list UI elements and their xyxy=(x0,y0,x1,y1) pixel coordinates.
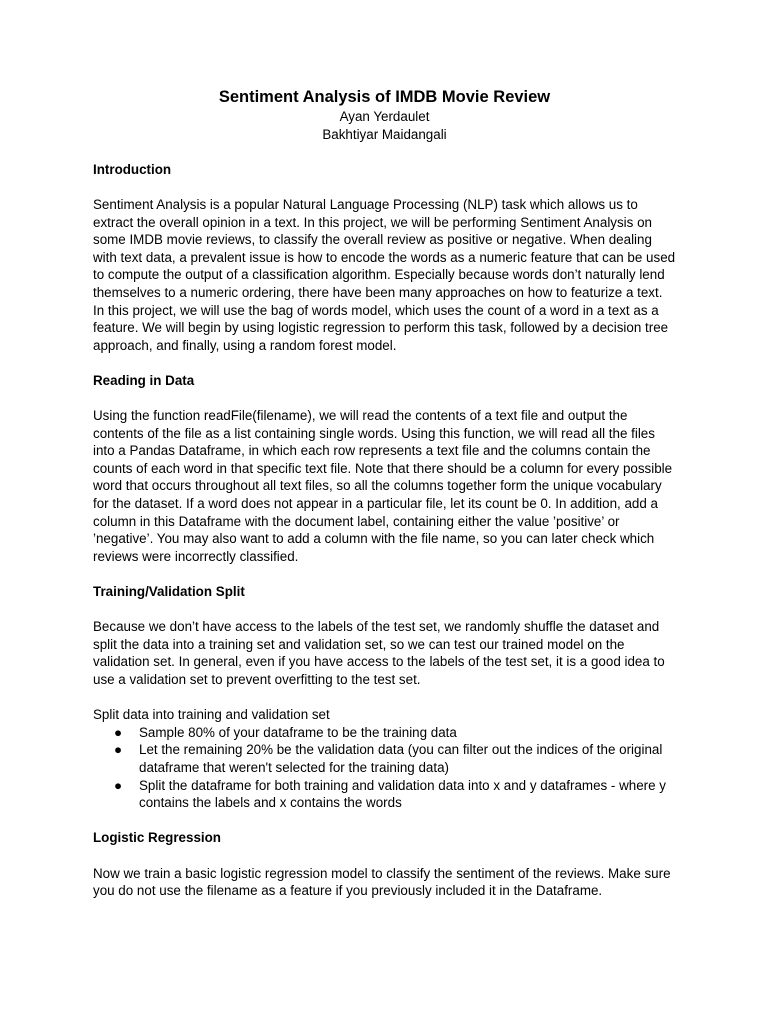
logistic-regression-paragraph: Now we train a basic logistic regression model to classify the sentiment of the reviews. Make sure you do not use the filename as a feature if you previously included it in the Dataframe. xyxy=(93,865,671,899)
author-name: Ayan Yerdaulet xyxy=(339,109,430,124)
document-page xyxy=(93,86,676,900)
spacer xyxy=(93,847,676,865)
document-title: Sentiment Analysis of IMDB Movie Review xyxy=(218,88,551,106)
introduction-paragraph: Sentiment Analysis is a popular Natural Language Processing (NLP) task which allows us to extract the overall opinion in a text. In this project, we will be performing Sentiment Analysis on some IMDB movie reviews, to classify the overall review as positive or negative. When dealing with text data, a prevalent issue is how to encode the words as a numeric feature that can be used to compute the output of a classification algorithm. Especially because words don’t naturally lend themselves to a numeric ordering, there have been many approaches on how to featurize a text. In this project, we will use the bag of words model, which uses the count of a word in a text as a feature. We will begin by using logistic regression to perform this task, followed by a decision tree approach, and finally, using a random forest model. xyxy=(93,196,676,353)
spacer xyxy=(93,178,676,196)
bullet-icon: ● xyxy=(114,777,123,793)
spacer xyxy=(93,354,676,372)
list-item xyxy=(93,724,676,742)
spacer xyxy=(93,143,676,161)
reading-data-paragraph: Using the function readFile(filename), we will read the contents of a text file and output the contents of the file as a list containing single words. Using this function, we will read all the files into a Pandas Dataframe, in which each row represents a text file and the columns contain the counts of each word in that specific text file. Note that there should be a column for every possible word that occurs throughout all text files, so all the columns together form the unique vocabulary for the dataset. If a word does not appear in a particular file, let its count be 0. In addition, add a column in this Dataframe with the document label, containing either the value ’positive’ or ’negative’. You may also want to add a column with the file name, so you can later check which reviews were incorrectly classified. xyxy=(93,408,673,564)
list-item-text: Split the dataframe for both training and validation data into x and y dataframes - where y contains the labels and x contains the words xyxy=(139,777,667,811)
section-heading-reading-data: Reading in Data xyxy=(93,372,195,388)
spacer xyxy=(93,812,676,830)
author-name: Bakhtiyar Maidangali xyxy=(322,126,447,142)
list-item-text: Let the remaining 20% be the validation data (you can filter out the indices of the original dataframe that weren't selected for the training data) xyxy=(139,742,663,775)
list-item xyxy=(93,741,676,776)
spacer xyxy=(93,689,676,707)
bullet-icon: ● xyxy=(114,742,123,758)
spacer xyxy=(93,601,676,619)
section-heading-train-val-split: Training/Validation Split xyxy=(93,584,245,600)
train-val-split-paragraph: Because we don’t have access to the labels of the test set, we randomly shuffle the dataset and split the data into a training set and validation set, so we can test our trained model on the validation set. In general, even if you have access to the labels of the test set, it is a good idea to use a validation set to prevent overfitting to the test set. xyxy=(93,619,665,687)
list-item xyxy=(93,777,676,812)
split-steps-list xyxy=(93,724,676,812)
bullet-icon: ● xyxy=(114,724,123,740)
list-intro: Split data into training and validation set xyxy=(93,707,330,723)
section-heading-introduction: Introduction xyxy=(93,161,172,177)
section-heading-logistic-regression: Logistic Regression xyxy=(93,830,221,846)
list-item-text: Sample 80% of your dataframe to be the training data xyxy=(139,724,457,740)
spacer xyxy=(93,565,676,583)
spacer xyxy=(93,390,676,408)
